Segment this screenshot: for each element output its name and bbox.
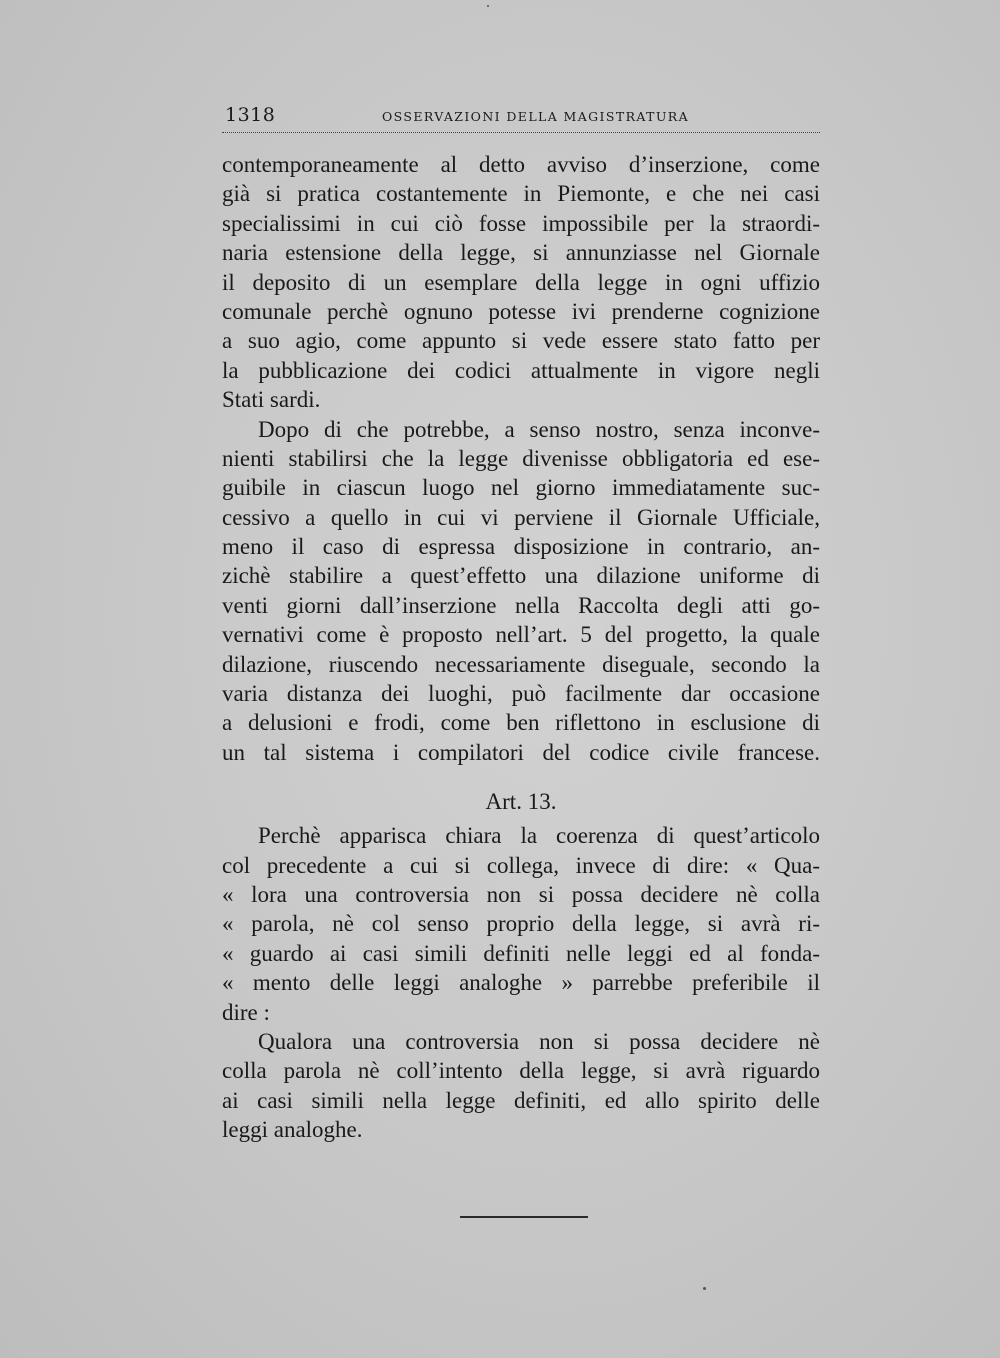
paragraph-1 bbox=[222, 150, 820, 415]
text-line: « guardo ai casi simili definiti nelle leggi ed al fonda- bbox=[222, 940, 820, 966]
text-line: contemporaneamente al detto avviso d’inserzione, come bbox=[222, 152, 820, 177]
text-line: col precedente a cui si collega, invece di dire: « Qua- bbox=[222, 852, 820, 878]
text-line: « parola, nè col senso proprio della legge, si avrà ri- bbox=[222, 911, 820, 937]
text-line: « lora una controversia non si possa decidere nè colla bbox=[222, 881, 820, 907]
running-head bbox=[222, 100, 820, 130]
text-line: leggi analoghe. bbox=[222, 1117, 363, 1143]
text-line: comunale perchè ognuno potesse ivi prenderne cognizione bbox=[222, 298, 820, 324]
text-line: ai casi simili nella legge definiti, ed allo spirito delle bbox=[222, 1087, 820, 1113]
page-number: 1318 bbox=[225, 104, 276, 126]
header-rule bbox=[222, 132, 820, 133]
text-line: a suo agio, come appunto si vede essere stato fatto per bbox=[222, 328, 820, 354]
text-line: colla parola nè coll’intento della legge, si avrà riguardo bbox=[222, 1058, 820, 1084]
text-line: guibile in ciascun luogo nel giorno immediatamente suc- bbox=[222, 475, 820, 501]
running-title: OSSERVAZIONI DELLA MAGISTRATURA bbox=[382, 109, 690, 124]
text-line: il deposito di un esemplare della legge in ogni uffizio bbox=[222, 269, 820, 295]
text-line: Qualora una controversia non si possa decidere nè bbox=[258, 1028, 820, 1054]
text-line: un tal sistema i compilatori del codice civile francese. bbox=[222, 739, 820, 765]
text-line: Perchè apparisca chiara la coerenza di quest’articolo bbox=[258, 823, 820, 849]
text-line: meno il caso di espressa disposizione in contrario, an- bbox=[222, 534, 820, 560]
text-line: cessivo a quello in cui vi perviene il Giornale Ufficiale, bbox=[222, 504, 820, 530]
text-line: dilazione, riuscendo necessariamente diseguale, secondo la bbox=[222, 651, 820, 677]
text-line: « mento delle leggi analoghe » parrebbe preferibile il bbox=[222, 970, 820, 996]
paragraph-4 bbox=[222, 1027, 820, 1145]
text-line: Dopo di che potrebbe, a senso nostro, senza inconve- bbox=[258, 416, 820, 442]
body-text bbox=[222, 150, 820, 1145]
text-line: specialissimi in cui ciò fosse impossibile per la straordi- bbox=[222, 210, 820, 236]
paragraph-2 bbox=[222, 415, 820, 768]
text-line: naria estensione della legge, si annunziasse nel Giornale bbox=[222, 240, 820, 266]
text-line: Stati sardi. bbox=[222, 387, 321, 413]
text-line: già si pratica costantemente in Piemonte, e che nei casi bbox=[222, 181, 820, 207]
closing-rule bbox=[460, 1216, 588, 1218]
text-line: venti giorni dall’inserzione nella Raccolta degli atti go- bbox=[222, 592, 820, 618]
text-line: la pubblicazione dei codici attualmente in vigore negli bbox=[222, 357, 820, 383]
speck bbox=[487, 5, 489, 7]
text-line: zichè stabilire a quest’effetto una dilazione uniforme di bbox=[222, 563, 820, 589]
paragraph-3 bbox=[222, 821, 820, 1027]
speck bbox=[703, 1287, 706, 1290]
article-heading: Art. 13. bbox=[485, 789, 557, 815]
text-line: a delusioni e frodi, come ben riflettono in esclusione di bbox=[222, 710, 820, 736]
text-line: vernativi come è proposto nell’art. 5 del progetto, la quale bbox=[222, 622, 820, 648]
book-page bbox=[222, 100, 820, 1143]
text-line: nienti stabilirsi che la legge divenisse obbligatoria ed ese- bbox=[222, 445, 820, 471]
text-line: varia distanza dei luoghi, può facilmente dar occasione bbox=[222, 681, 820, 707]
text-line: dire : bbox=[222, 999, 270, 1025]
